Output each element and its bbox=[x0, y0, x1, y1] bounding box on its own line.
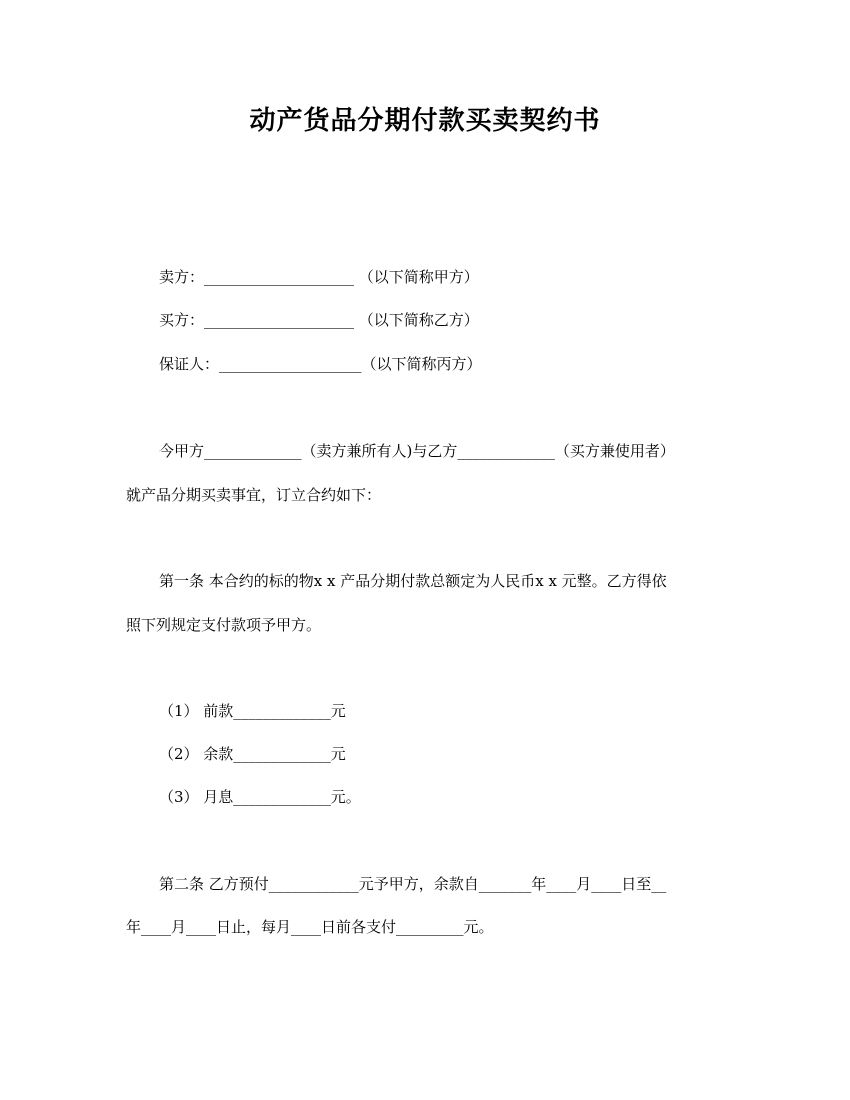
article2-line-1: 第二条 乙方预付____________元予甲方，余款自_______年____月____日至__ bbox=[159, 875, 667, 893]
article1-line-1: 第一条 本合约的标的物x x 产品分期付款总额定为人民币x x 元整。乙方得依 bbox=[159, 572, 667, 590]
document-title: 动产货品分期付款买卖契约书 bbox=[249, 106, 601, 136]
buyer-line: 买方：____________________ （以下简称乙方） bbox=[159, 311, 479, 329]
payment-item-2: （2） 余款_____________元 bbox=[159, 745, 346, 763]
preamble-line-2: 就产品分期买卖事宜，订立合约如下： bbox=[126, 486, 382, 504]
seller-line: 卖方：____________________ （以下简称甲方） bbox=[159, 268, 479, 286]
payment-item-1: （1） 前款_____________元 bbox=[159, 702, 346, 720]
payment-item-3: （3） 月息_____________元。 bbox=[159, 788, 361, 806]
guarantor-line: 保证人：___________________（以下简称丙方） bbox=[159, 355, 482, 373]
article2-line-2: 年____月____日止，每月____日前各支付_________元。 bbox=[126, 918, 494, 936]
article1-line-2: 照下列规定支付款项予甲方。 bbox=[126, 616, 322, 634]
preamble-line-1: 今甲方_____________（卖方兼所有人)与乙方_____________（买方兼使用者） bbox=[159, 442, 675, 460]
